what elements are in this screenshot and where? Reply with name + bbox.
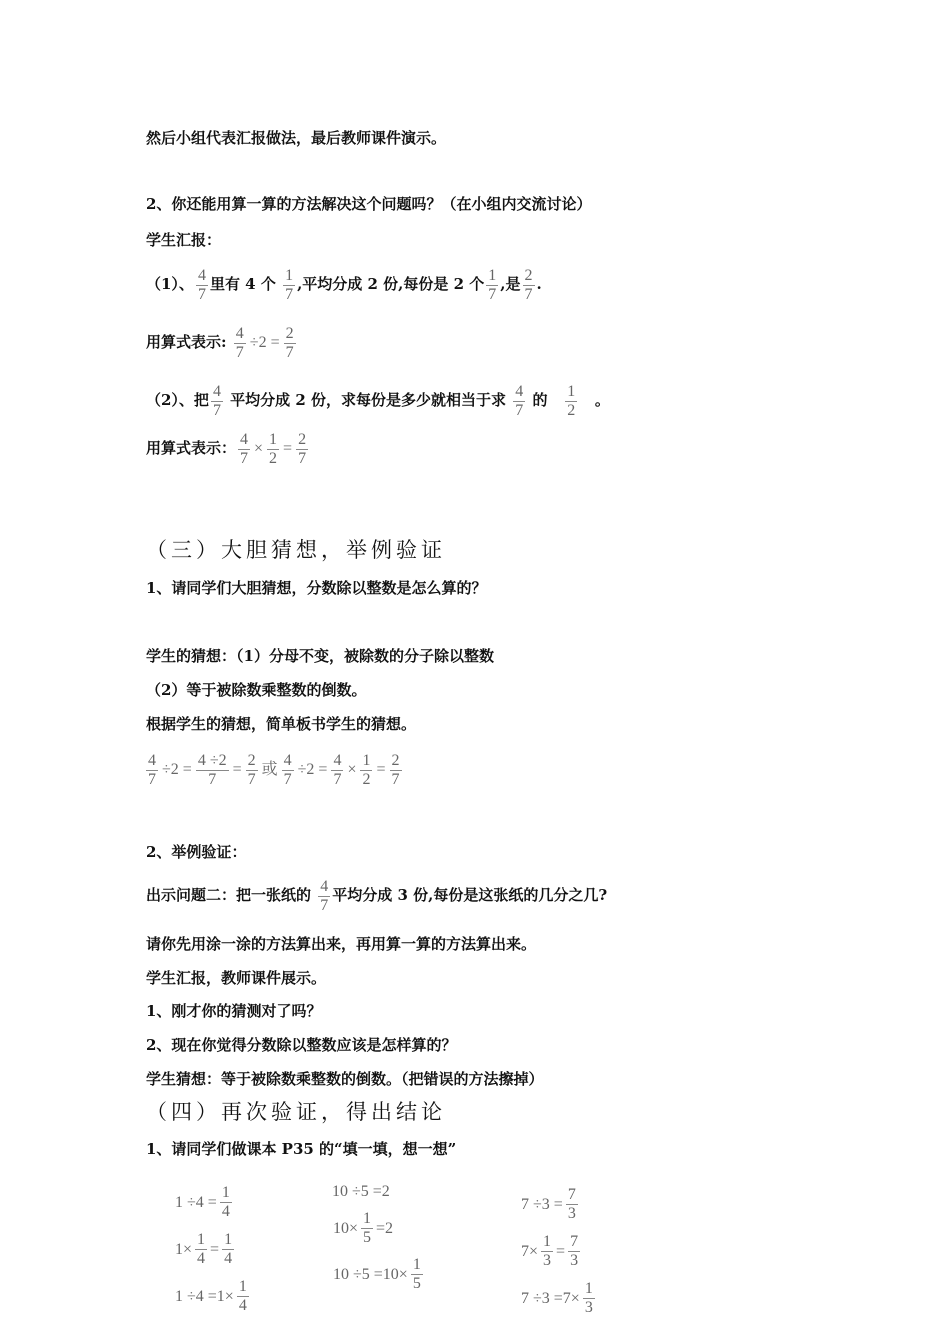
text-line: 2、现在你觉得分数除以整数应该是怎样算的？ [146,1036,457,1054]
denominator: 5 [363,1229,372,1246]
numerator: 1 [269,430,278,448]
denominator: 4 [221,1203,230,1220]
denominator: 2 [269,449,278,467]
text: （1）、 [146,275,194,293]
equals-op: = [210,1240,220,1258]
numerator: 7 [567,1186,576,1203]
fraction-7-3 [568,1233,580,1270]
equals-op: = [376,761,386,778]
fraction-4div2-7 [196,752,229,789]
denominator: 7 [197,285,206,303]
numerator: 2 [247,751,256,769]
numerator: 4 [515,382,524,400]
fraction-1-2 [565,383,577,420]
equals-op: = [283,440,293,457]
fraction-1-5 [411,1256,423,1293]
section-heading-4: （四）再次验证，得出结论 [146,1100,446,1124]
fraction-7-3 [566,1186,578,1223]
operator [254,440,263,458]
operator [233,761,242,779]
numerator: 4 [212,382,221,400]
times-op: × [347,761,357,778]
operator [162,761,192,779]
operator [298,761,328,779]
fraction-4-7 [318,878,330,915]
numerator: 4 [148,751,156,769]
exercise-eq-2 [174,1231,236,1268]
numerator: 7 [570,1233,579,1250]
expr: 10 ÷5 =10× [333,1265,408,1283]
fraction-4-7 [196,267,208,304]
denominator: 7 [235,343,244,361]
exercise-eq-9 [520,1280,597,1317]
denominator: 7 [524,285,533,303]
fraction-2-7 [390,752,402,789]
numerator: 1 [567,382,576,400]
text-line: 请你先用涂一涂的方法算出来，再用算一算的方法算出来。 [146,935,537,953]
equals-op: = [232,761,242,778]
denominator: 7 [283,770,292,788]
denominator: 7 [515,401,524,419]
or-word [262,761,278,779]
question-2: 2、你还能用算一算的方法解决这个问题吗？（在小组内交流讨论） [146,195,592,213]
numerator: 1 [584,1280,593,1297]
numerator: 2 [285,324,294,342]
fraction-4-7 [513,383,525,420]
text-line: 1、请同学们做课本 P35 的“填一填，想一想” [146,1140,457,1158]
text: （2）、把 [146,391,209,409]
operator [347,761,356,779]
div-op: ÷2 = [162,761,192,778]
numerator: 1 [362,751,371,769]
denominator: 7 [240,449,249,467]
denominator: 7 [148,770,156,788]
denominator: 7 [247,770,256,788]
equation-label: 用算式表示: [146,333,227,351]
fraction-1-4 [237,1278,249,1315]
denominator: 7 [391,770,400,788]
exercise-eq-1 [174,1184,234,1221]
fraction-4-7 [331,752,343,789]
student-report-label: 学生汇报： [146,231,222,249]
numerator: 1 [363,1210,372,1227]
denominator: 3 [543,1252,552,1269]
fraction-4-7 [146,752,158,789]
text-line: 根据学生的猜想，简单板书学生的猜想。 [146,715,417,733]
numerator: 1 [221,1184,230,1201]
numerator: 4 [240,430,249,448]
fraction-2-7 [523,267,535,304]
numerator: 2 [391,751,400,769]
report-line-2 [146,380,610,420]
fraction-2-7 [296,431,308,468]
section-heading-3: （三）大胆猜想，举例验证 [146,538,446,562]
denominator: 7 [488,285,497,303]
numerator: 2 [298,430,307,448]
numerator: 1 [488,266,497,284]
text: 平均分成 2 份，求每份是多少就相当于求 [230,391,507,409]
text: ,平均分成 2 份,每份是 2 个 [297,275,485,293]
expr: 10× [333,1219,359,1237]
numerator: 1 [224,1231,233,1248]
denominator: 4 [224,1250,233,1267]
text-line: 然后小组代表汇报做法，最后教师课件演示。 [146,129,447,147]
denominator: 3 [584,1299,593,1316]
fraction-4-7 [282,752,294,789]
expr: 1 ÷4 = [175,1193,217,1211]
div-op: ÷2 = [249,334,280,351]
denominator: 2 [362,770,371,788]
denominator: 3 [570,1252,579,1269]
text-line: 2、举例验证： [146,843,247,861]
equation-line-1 [146,322,298,362]
denominator: 4 [238,1297,247,1314]
text: . [536,275,542,293]
text-line: （2）等于被除数乘整数的倒数。 [146,681,367,699]
denominator: 3 [567,1205,576,1222]
times-op: × [254,440,264,457]
denominator: 7 [212,401,221,419]
numerator: 1 [412,1256,421,1273]
report-line-1 [146,264,542,304]
text: 的 [532,391,548,409]
text: 里有 4 个 [209,275,276,293]
equals-op: = [556,1242,566,1260]
fraction-4-7 [234,325,246,362]
denominator: 7 [298,449,307,467]
expr: 1 ÷4 =1× [175,1287,234,1305]
text: 平均分成 3 份,每份是这张纸的几分之几? [332,886,608,904]
text-line: 学生猜想：等于被除数乘整数的倒数。（把错误的方法擦掉） [146,1070,544,1088]
text: ,是 [500,275,521,293]
text-line: 学生汇报，教师课件展示。 [146,969,327,987]
equation-label: 用算式表示： [146,439,237,457]
operator [250,334,280,352]
fraction-1-2 [360,752,372,789]
expr: 7 ÷3 =7× [521,1289,580,1307]
text-line: 1、刚才你的猜测对了吗？ [146,1002,322,1020]
numerator: 4 [283,751,292,769]
exercise-eq-6 [332,1256,425,1293]
equation-line-2 [146,428,310,468]
denominator: 5 [412,1275,421,1292]
denominator: 7 [196,770,229,789]
text-line: 1、请同学们大胆猜想，分数除以整数是怎么算的？ [146,579,487,597]
fraction-1-3 [541,1233,553,1270]
exercise-eq-5 [332,1210,394,1247]
fraction-2-7 [284,325,296,362]
denominator: 7 [320,896,329,914]
fraction-4-7 [211,383,223,420]
numerator: 4 [320,877,329,895]
problem-2 [146,874,607,916]
guess-equation [144,748,404,790]
operator [283,440,292,458]
fraction-1-4 [195,1231,207,1268]
expr: =2 [376,1219,394,1237]
expr: 1× [175,1240,193,1258]
exercise-eq-3 [174,1278,251,1315]
exercise-eq-4: 10 ÷5 =2 [332,1183,390,1200]
text: 或 [261,761,278,778]
fraction-1-7 [486,267,498,304]
numerator: 4 ÷2 [197,751,227,769]
fraction-1-4 [222,1231,234,1268]
fraction-1-7 [283,267,295,304]
numerator: 1 [543,1233,552,1250]
denominator: 7 [285,285,294,303]
text-line: 学生的猜想：（1）分母不变，被除数的分子除以整数 [146,647,494,665]
operator [376,761,385,779]
numerator: 4 [333,751,342,769]
denominator: 7 [285,343,294,361]
numerator: 1 [238,1278,247,1295]
numerator: 4 [235,324,244,342]
text: 出示问题二：把一张纸的 [146,886,312,904]
fraction-1-3 [583,1280,595,1317]
numerator: 1 [285,266,294,284]
exercise-eq-7 [520,1186,580,1223]
exercise-eq-8 [520,1233,582,1270]
numerator: 2 [524,266,533,284]
denominator: 7 [333,770,342,788]
denominator: 4 [197,1250,206,1267]
div-op: ÷2 = [297,761,328,778]
denominator: 2 [567,401,576,419]
fraction-4-7 [238,431,250,468]
text: 。 [594,391,610,409]
numerator: 1 [197,1231,206,1248]
fraction-2-7 [246,752,258,789]
expr: 7 ÷3 = [521,1195,563,1213]
fraction-1-5 [361,1210,373,1247]
expr: 7× [521,1242,539,1260]
fraction-1-2 [267,431,279,468]
numerator: 4 [197,266,206,284]
fraction-1-4 [220,1184,232,1221]
